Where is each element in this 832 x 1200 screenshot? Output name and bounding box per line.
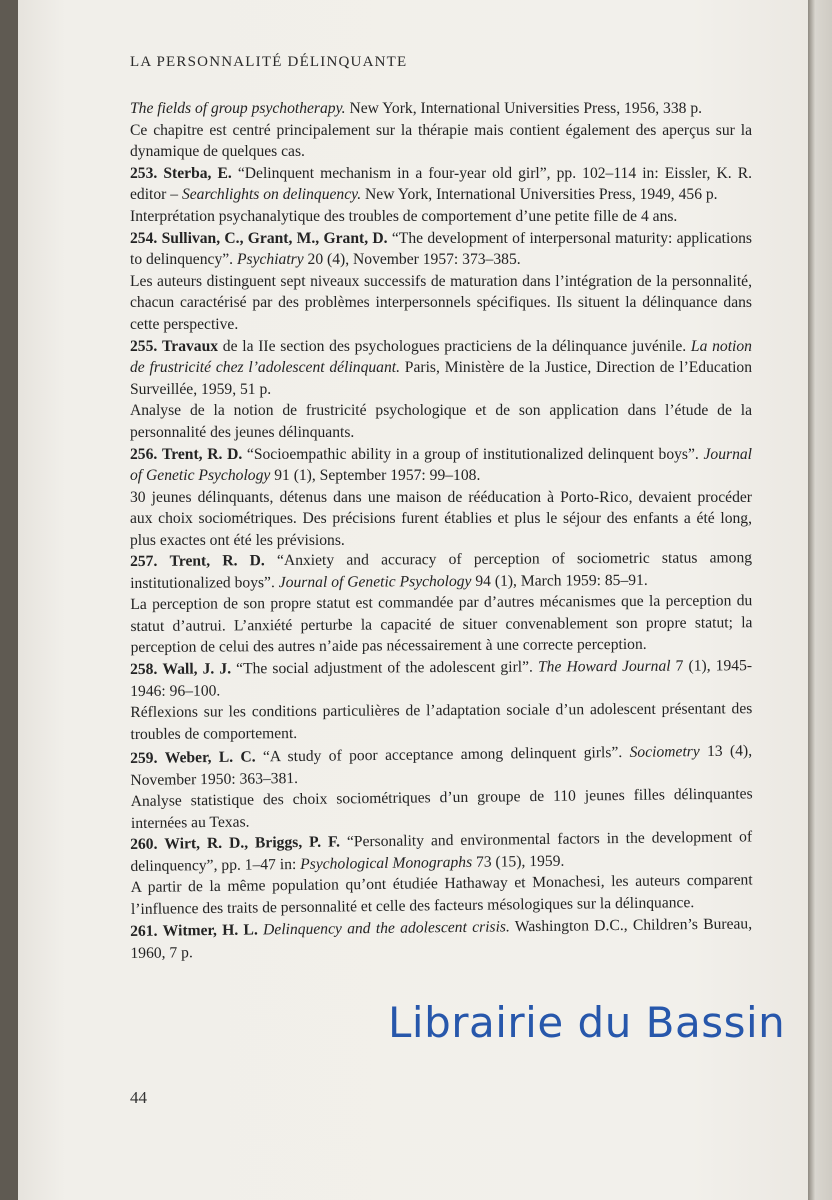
citation-title: “The social adjustment of the adolescent girl”.	[231, 658, 539, 678]
citation-source: Delinquency and the adolescent crisis.	[262, 917, 510, 938]
entry-summary: Analyse statistique des choix sociométriques d’un groupe de 110 jeunes filles délinquantes internées au Texas.	[130, 785, 753, 832]
entry-citation	[130, 548, 752, 595]
citation-rest: 7 (1), 1945-1946: 96–100.	[130, 657, 753, 701]
entry-citation	[130, 336, 752, 401]
citation-source: La notion de frustricité chez l’adolescent délinquant.	[130, 337, 752, 377]
entry-summary: Les auteurs distinguent sept niveaux successifs de maturation dans l’intégration de la personnalité, chacun caractérisé par des problèmes interpersonnels spécifiques. Ils situent la délinquance dans cette perspective.	[130, 272, 752, 333]
page-number: 44	[130, 1088, 147, 1107]
citation-title: The fields of group psychotherapy.	[130, 100, 346, 117]
citation-rest: 94 (1), March 1959: 85–91.	[471, 571, 648, 590]
citation-title: “A study of poor acceptance among delinquent girls”.	[255, 743, 630, 766]
facing-page-edge	[808, 0, 832, 1200]
citation-source: Journal of Genetic Psychology	[130, 445, 752, 485]
entry-254	[130, 228, 752, 336]
citation-source: Psychological Monographs	[300, 853, 473, 873]
entry-author: Trent, R. D.	[161, 445, 243, 463]
entry-257	[130, 548, 753, 660]
entry-citation	[130, 444, 752, 487]
entry-author: Sterba, E.	[163, 164, 232, 182]
entry-259	[130, 740, 753, 834]
entry-author: Wall, J. J.	[162, 660, 232, 679]
entry-citation	[130, 913, 752, 964]
citation-source: Journal of Genetic Psychology	[278, 572, 472, 592]
entry-author: Weber, L. C.	[164, 748, 256, 767]
citation-title: “The development of interpersonal maturity: applications to delinquency”.	[130, 229, 752, 269]
entry-261	[130, 913, 752, 964]
citation-rest: New York, International Universities Press, 1956, 338 p.	[345, 100, 703, 117]
entry-citation	[130, 228, 752, 271]
entry-number: 259.	[130, 749, 158, 767]
entry-summary: Ce chapitre est centré principalement sur la thérapie mais contient également des aperçus sur la dynamique de quelques cas.	[130, 121, 752, 161]
citation-source: Sociometry	[629, 742, 700, 761]
running-head: LA PERSONNALITÉ DÉLINQUANTE	[130, 54, 408, 70]
citation-rest: 91 (1), September 1957: 99–108.	[270, 467, 481, 485]
entry-number: 254.	[130, 229, 158, 247]
entry-summary: Interprétation psychanalytique des troubles de comportement d’une petite fille de 4 ans.	[130, 207, 678, 225]
watermark-text: Librairie du Bassin	[388, 998, 786, 1047]
entry-citation	[130, 163, 752, 206]
entry-author: Sullivan, C., Grant, M., Grant, D.	[161, 229, 388, 247]
entry-continuation	[130, 98, 752, 163]
entry-number: 260.	[130, 835, 158, 854]
citation-source: Psychiatry	[236, 251, 304, 269]
citation-title: “Anxiety and accuracy of perception of sociometric status among institutionalized boys”.	[130, 549, 753, 593]
citation-rest: 13 (4), November 1950: 363–381.	[130, 742, 753, 789]
entry-255	[130, 336, 752, 444]
entry-258	[130, 656, 753, 746]
citation-title: “Personality and environmental factors in the development of delinquency”, pp. 1–47 in:	[130, 828, 753, 875]
entry-number: 253.	[130, 164, 158, 182]
entry-author: Travaux	[162, 337, 219, 355]
entry-number: 261.	[130, 922, 158, 940]
entry-253	[130, 163, 752, 228]
entry-summary: La perception de son propre statut est commandée par d’autres mécanismes que la perception du statut d’autrui. L’anxiété perturbe la capacité de situer convenablement son propre statut; la perception de celui des autres n’aide pas nécessairement à une correcte perception.	[130, 592, 753, 657]
entry-citation	[130, 98, 752, 120]
entry-author: Witmer, H. L.	[162, 921, 258, 940]
citation-title: “Delinquent mechanism in a four-year old girl”, pp. 102–114 in: Eissler, K. R. editor –	[130, 164, 752, 204]
entry-260	[130, 827, 753, 921]
bibliography-text	[130, 98, 752, 962]
citation-rest: 20 (4), November 1957: 373–385.	[303, 251, 521, 269]
entry-summary: Réflexions sur les conditions particulières de l’adaptation sociale d’un adolescent présentant des troubles de comportement.	[130, 700, 753, 744]
entry-summary: 30 jeunes délinquants, détenus dans une maison de rééducation à Porto-Rico, devaient procéder aux choix sociométriques. Des précisions furent établies et plus le séjour des enfants a été long, plus exactes ont été les prévisions.	[130, 488, 752, 549]
entry-number: 256.	[130, 445, 158, 463]
citation-source: The Howard Journal	[537, 658, 671, 676]
citation-rest: Washington D.C., Children’s Bureau, 1960, 7 p.	[130, 914, 753, 962]
citation-title: “Socioempathic ability in a group of institutionalized delinquent boys”.	[242, 445, 704, 463]
entry-author: Wirt, R. D., Briggs, P. F.	[164, 833, 341, 853]
entry-author: Trent, R. D.	[169, 552, 265, 571]
entry-citation	[130, 740, 752, 791]
entry-summary: Analyse de la notion de frustricité psychologique et de son application dans l’étude de la personnalité des jeunes délinquants.	[130, 402, 752, 441]
entry-number: 258.	[130, 661, 158, 679]
citation-rest: 73 (15), 1959.	[472, 852, 565, 871]
citation-title: de la IIe section des psychologues practiciens de la délinquance juvénile.	[218, 337, 691, 355]
citation-rest: New York, International Universities Press, 1949, 456 p.	[361, 186, 718, 204]
citation-rest: Paris, Ministère de la Justice, Direction de l’Education Surveillée, 1959, 51 p.	[130, 359, 753, 398]
entry-citation	[130, 656, 752, 703]
citation-source: Searchlights on delinquency.	[181, 186, 362, 204]
entry-summary: A partir de la même population qu’ont étudiée Hathaway et Monachesi, les auteurs comparent l’influence des traits de personnalité et celle des facteurs mésologiques sur la délinquance.	[130, 871, 753, 918]
entry-number: 255.	[130, 337, 158, 355]
entry-number: 257.	[130, 553, 158, 571]
entry-256	[130, 444, 752, 552]
